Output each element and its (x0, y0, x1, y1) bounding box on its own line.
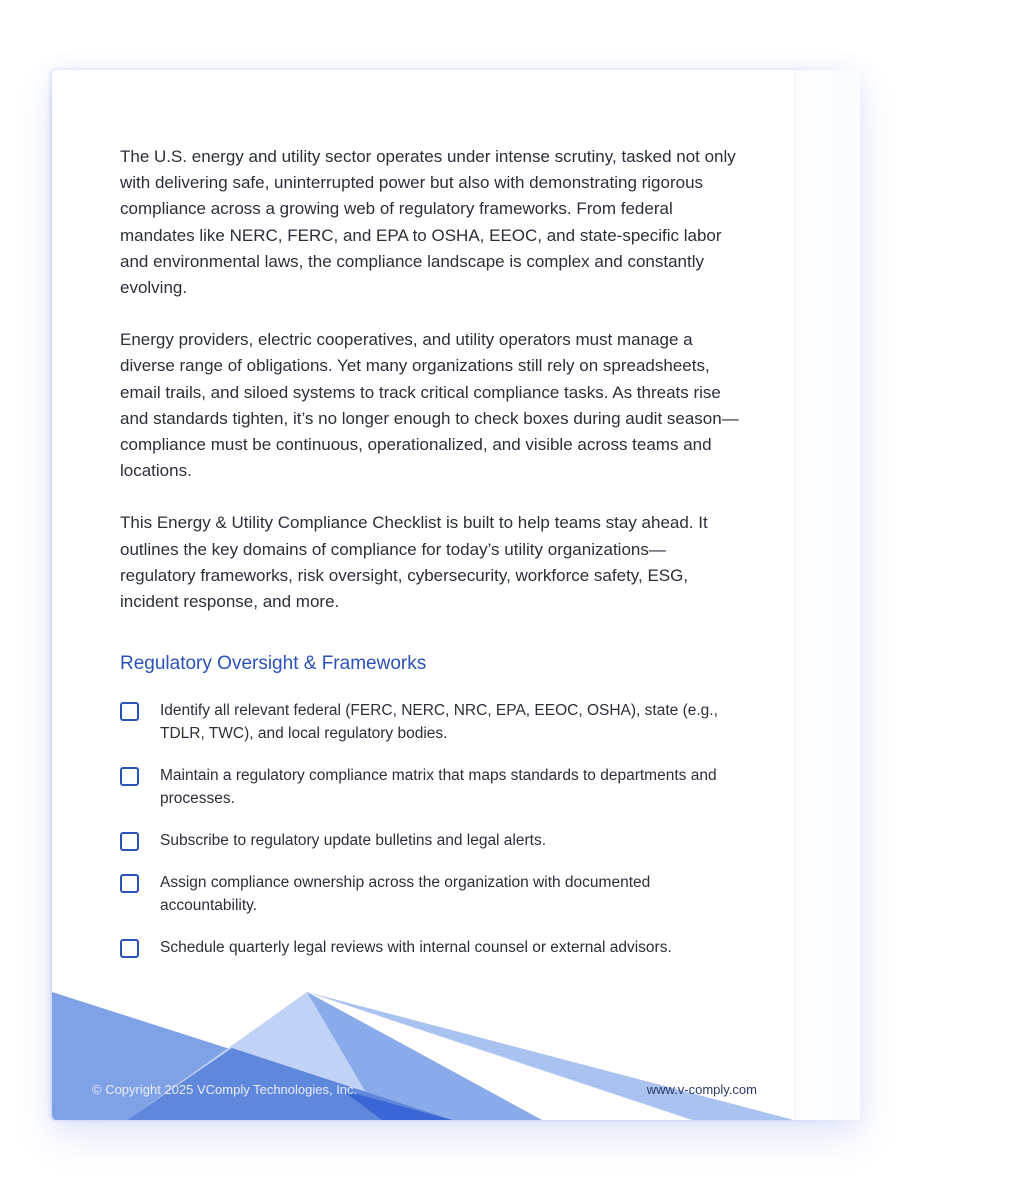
checklist-item (120, 936, 740, 959)
website-link[interactable]: www.v-comply.com (646, 1082, 757, 1097)
intro-paragraph-2: Energy providers, electric cooperatives, and utility operators must manage a diverse range of obligations. Yet many organizations still rely on spreadsheets, email trails, and siloed systems to track critical compliance tasks. As threats rise and standards tighten, it’s no longer enough to check boxes during audit season—compliance must be continuous, operationalized, and visible across teams and locations. (120, 330, 739, 481)
checklist-item (120, 699, 740, 745)
intro-paragraph-1: The U.S. energy and utility sector operates under intense scrutiny, tasked not only with delivering safe, uninterrupted power but also with demonstrating rigorous compliance across a growing web of regulatory frameworks. From federal mandates like NERC, FERC, and EPA to OSHA, EEOC, and state-specific labor and environmental laws, the compliance landscape is complex and constantly evolving. (120, 147, 736, 298)
checkbox[interactable] (120, 767, 139, 786)
checklist-item (120, 764, 740, 810)
checkbox[interactable] (120, 702, 139, 721)
checklist-item-text: Identify all relevant federal (FERC, NERC, NRC, EPA, EEOC, OSHA), state (e.g., TDLR, TWC), and local regulatory bodies. (160, 702, 718, 743)
checklist-item-text: Schedule quarterly legal reviews with internal counsel or external advisors. (160, 939, 672, 957)
checklist-item-text: Assign compliance ownership across the organization with documented accountability. (160, 874, 651, 915)
checkbox[interactable] (120, 939, 139, 958)
page-content (120, 144, 740, 978)
checklist-item (120, 829, 740, 852)
footer-decoration (52, 990, 794, 1120)
compliance-checklist (120, 699, 740, 959)
document-page (52, 70, 794, 1120)
checklist-item-text: Subscribe to regulatory update bulletins and legal alerts. (160, 832, 547, 850)
checklist-item-text: Maintain a regulatory compliance matrix that maps standards to departments and processes. (160, 767, 717, 808)
checklist-item (120, 871, 740, 917)
copyright-text: © Copyright 2025 VComply Technologies, Inc. (92, 1082, 358, 1097)
checkbox[interactable] (120, 874, 139, 893)
intro-paragraph-3: This Energy & Utility Compliance Checklist is built to help teams stay ahead. It outlines the key domains of compliance for today’s utility organizations—regulatory frameworks, risk oversight, cybersecurity, workforce safety, ESG, incident response, and more. (120, 513, 708, 612)
section-title: Regulatory Oversight & Frameworks (120, 653, 427, 675)
checkbox[interactable] (120, 832, 139, 851)
